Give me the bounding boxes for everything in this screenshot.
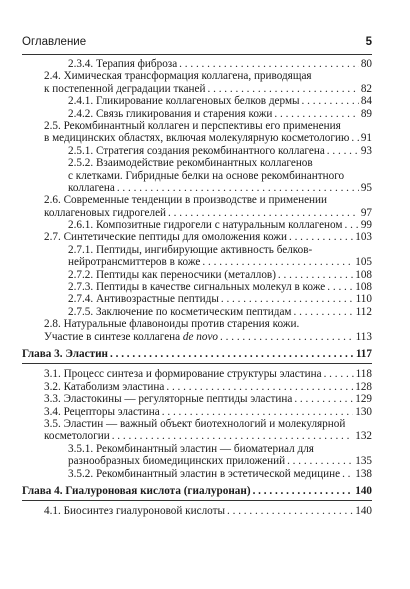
toc-entry[interactable] — [22, 108, 372, 120]
header-divider — [22, 54, 372, 55]
toc-entry-text: Участие в синтезе коллагена de novo — [44, 330, 219, 343]
toc-entry-text: 2.7.1. Пептиды, ингибирующие активность белков- — [68, 243, 313, 256]
dot-leader — [208, 83, 359, 95]
toc-entry-text: коллагеновых гидрогелей — [44, 206, 167, 219]
toc-entry[interactable] — [22, 381, 372, 393]
toc-page-number: 108 — [355, 268, 372, 281]
toc-entry-text: к постепенной деградации тканей — [44, 82, 206, 95]
toc-entry[interactable] — [22, 306, 372, 318]
toc-entry-text: 3.5.1. Рекомбинантный эластин — биоматериал для — [68, 442, 314, 455]
dot-leader — [110, 348, 354, 360]
toc-entry[interactable] — [22, 468, 372, 480]
dot-leader — [345, 219, 359, 231]
toc-page-number: 138 — [355, 467, 372, 480]
dot-leader — [202, 256, 353, 268]
dot-leader — [253, 485, 354, 497]
toc-page-number: 110 — [355, 293, 372, 306]
dot-leader — [342, 468, 353, 480]
toc-page-number: 132 — [355, 430, 372, 443]
toc-entry-text: 2.7.4. Антивозрастные пептиды — [68, 293, 219, 306]
toc-entry-text: 2.3.4. Терапия фиброза — [68, 58, 178, 70]
dot-leader — [324, 368, 354, 380]
toc-page-number: 82 — [360, 82, 372, 95]
toc-page-number: 113 — [355, 330, 372, 343]
dot-leader — [221, 293, 354, 305]
toc-entry[interactable] — [22, 70, 372, 95]
toc-entry-text: 2.6. Современные тенденции в производстве и применении — [44, 194, 327, 207]
toc-page-number: 112 — [355, 305, 372, 318]
toc-entry[interactable] — [22, 393, 372, 405]
dot-leader — [287, 455, 353, 467]
toc-entry-text: 2.8. Натуральные флавоноиды против старения кожи. — [44, 318, 300, 331]
toc-entry-text: 3.5.2. Рекомбинантный эластин в эстетической медицине — [68, 467, 341, 480]
toc-entry-text: 3.2. Катаболизм эластина — [44, 380, 165, 393]
toc-page-number: 103 — [355, 231, 372, 244]
toc-page-number: 140 — [355, 505, 372, 518]
toc-entry[interactable] — [22, 418, 372, 443]
dot-leader — [117, 182, 359, 194]
toc-entry-text: 2.5. Рекомбинантный коллаген и перспективы его применения — [44, 119, 341, 132]
toc-entry-text: 3.3. Эластокины — регуляторные пептиды эластина — [44, 393, 293, 406]
toc-entry[interactable] — [22, 95, 372, 107]
toc-entry-text: 2.5.1. Стратегия создания рекомбинантного коллагена — [68, 144, 325, 157]
page-number: 5 — [365, 36, 372, 48]
toc-entry[interactable] — [22, 318, 372, 343]
toc-entry-text: косметологии — [44, 430, 110, 443]
toc-entry[interactable] — [22, 244, 372, 269]
toc-entry-text: 4.1. Биосинтез гиалуроновой кислоты — [44, 505, 225, 518]
toc-page-number: 99 — [360, 219, 372, 232]
dot-leader — [179, 58, 359, 70]
toc-entry-text: с клетками. Гибридные белки на основе рекомбинантного — [68, 169, 345, 182]
toc-page-number: 117 — [355, 347, 372, 360]
toc-entry-text: 2.7.5. Заключение по косметическим пептидам — [68, 305, 292, 318]
toc-entry[interactable] — [22, 219, 372, 231]
toc-page-number: 97 — [360, 206, 372, 219]
dot-leader — [327, 281, 353, 293]
toc-chapter-entry[interactable] — [22, 348, 372, 364]
toc-entry-text: 3.1. Процесс синтеза и формирование структуры эластина — [44, 368, 322, 381]
dot-leader — [302, 95, 359, 107]
toc-entry[interactable] — [22, 505, 372, 517]
toc-entry-text: 2.7. Синтетические пептиды для омоложения кожи — [44, 231, 287, 244]
toc-entry-text: Глава 4. Гиалуроновая кислота (гиалуронан) — [22, 484, 251, 497]
toc-entry[interactable] — [22, 58, 372, 70]
toc-entry[interactable] — [22, 406, 372, 418]
dot-leader — [227, 505, 353, 517]
toc-page-number: 93 — [360, 144, 372, 157]
toc-page-number: 130 — [355, 405, 372, 418]
dot-leader — [294, 393, 353, 405]
toc-entry-text: нейротрансмиттеров в коже — [68, 256, 201, 269]
toc-entry-text: в медицинских областях, включая молекулярную косметологию — [44, 132, 350, 145]
toc-entry-text: 2.6.1. Композитные гидрогели с натуральным коллагеном — [68, 219, 343, 232]
dot-leader — [327, 145, 359, 157]
toc-entry-text: разнообразных биомедицинских приложений — [68, 455, 286, 468]
dot-leader — [162, 406, 353, 418]
toc-page-number: 105 — [355, 256, 372, 269]
toc-entry[interactable] — [22, 157, 372, 194]
dot-leader — [220, 331, 354, 343]
toc-entry-text: 2.4. Химическая трансформация коллагена, приводящая — [44, 70, 312, 83]
dot-leader — [112, 430, 354, 442]
toc-page-number: 129 — [355, 393, 372, 406]
toc-entry-text: 2.7.3. Пептиды в качестве сигнальных молекул в коже — [68, 281, 326, 294]
dot-leader — [351, 132, 358, 144]
running-title: Оглавление — [22, 36, 87, 48]
toc-entry[interactable] — [22, 368, 372, 380]
dot-leader — [289, 231, 353, 243]
toc-chapter-entry[interactable] — [22, 485, 372, 501]
toc-entry[interactable] — [22, 145, 372, 157]
toc-entry-text: 2.5.2. Взаимодействие рекомбинантных коллагенов — [68, 157, 313, 170]
toc-entry[interactable] — [22, 281, 372, 293]
page-header — [22, 36, 372, 52]
dot-leader — [294, 306, 354, 318]
toc-entry[interactable] — [22, 120, 372, 145]
toc-entry-text: 2.7.2. Пептиды как переносчики (металлов) — [68, 268, 276, 281]
dot-leader — [274, 108, 358, 120]
toc-entry[interactable] — [22, 269, 372, 281]
dot-leader — [166, 381, 353, 393]
toc-entry-text: 2.4.2. Связь гликирования и старения кожи — [68, 107, 273, 120]
toc-page-number: 89 — [360, 107, 372, 120]
toc-entry[interactable] — [22, 293, 372, 305]
toc-entry-text: Глава 3. Эластин — [22, 347, 109, 360]
toc-entry-text: 3.4. Рецепторы эластина — [44, 405, 160, 418]
toc-entry[interactable] — [22, 443, 372, 468]
toc-page-number: 128 — [355, 380, 372, 393]
toc-page-number: 95 — [360, 181, 372, 194]
toc-entry-text: коллагена — [68, 181, 115, 194]
toc-page-number: 80 — [360, 58, 372, 70]
toc-page-number: 135 — [355, 455, 372, 468]
toc-page-number: 108 — [355, 281, 372, 294]
table-of-contents — [22, 58, 372, 518]
toc-page-number: 91 — [360, 132, 372, 145]
toc-page-number: 140 — [355, 484, 372, 497]
toc-entry-text: 2.4.1. Гликирование коллагеновых белков дермы — [68, 95, 300, 108]
dot-leader — [278, 269, 353, 281]
toc-entry-text: 3.5. Эластин — важный объект биотехнологий и молекулярной — [44, 417, 346, 430]
dot-leader — [168, 207, 359, 219]
toc-entry[interactable] — [22, 194, 372, 219]
toc-page-number: 84 — [360, 95, 372, 108]
toc-entry[interactable] — [22, 231, 372, 243]
toc-page-number: 118 — [355, 368, 372, 381]
